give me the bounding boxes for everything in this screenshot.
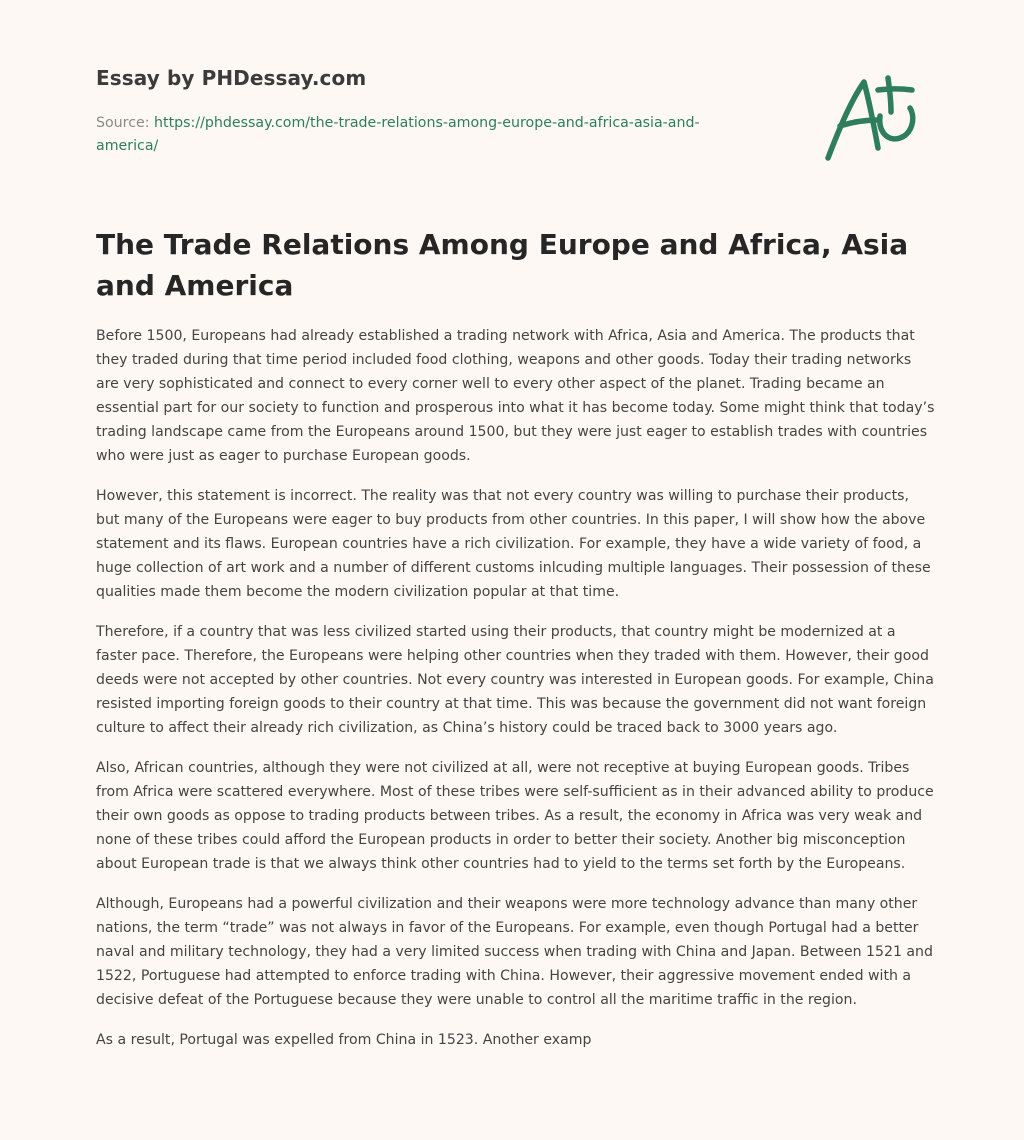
source-line xyxy=(96,112,756,158)
essay-body xyxy=(96,324,936,1068)
source-link[interactable]: https://phdessay.com/the-trade-relations-among-europe-and-africa-asia-and-america/ xyxy=(96,115,700,154)
essay-paragraph: As a result, Portugal was expelled from China in 1523. Another examp xyxy=(96,1032,592,1048)
essay-paragraph: However, this statement is incorrect. The reality was that not every country was willing to purchase their products, but many of the Europeans were eager to buy products from other countries. In this paper, I will show how the above statement and its flaws. European countries have a rich civilization. For example, they have a wide variety of food, a huge collection of art work and a number of different customs inlcuding multiple languages. Their possession of these qualities made them become the modern civilization popular at that time. xyxy=(96,488,931,600)
a-plus-grade-icon xyxy=(820,68,924,164)
essay-paragraph: Therefore, if a country that was less civilized started using their products, that country might be modernized at a faster pace. Therefore, the Europeans were helping other countries when they traded with them. However, their good deeds were not accepted by other countries. Not every country was interested in European goods. For example, China resisted importing foreign goods to their country at that time. This was because the government did not want foreign culture to affect their already rich civilization, as China’s history could be traced back to 3000 years ago. xyxy=(96,624,934,736)
essay-paragraph: Also, African countries, although they were not civilized at all, were not receptive at buying European goods. Tribes from Africa were scattered everywhere. Most of these tribes were self-sufficient as in their advanced ability to produce their own goods as oppose to trading products between tribes. As a result, the economy in Africa was very weak and none of these tribes could afford the European products in order to better their society. Another big misconception about European trade is that we always think other countries had to yield to the terms set forth by the Europeans. xyxy=(96,760,934,872)
site-brand: Essay by PHDessay.com xyxy=(96,66,367,90)
essay-paragraph: Before 1500, Europeans had already established a trading network with Africa, Asia and America. The products that they traded during that time period included food clothing, weapons and other goods. Today their trading networks are very sophisticated and connect to every corner well to every other aspect of the planet. Trading became an essential part for our society to function and prosperous into what it has become today. Some might think that today’s trading landscape came from the Europeans around 1500, but they were just eager to establish trades with countries who were just as eager to purchase European goods. xyxy=(96,328,935,464)
source-label: Source: xyxy=(96,115,150,131)
essay-paragraph: Although, Europeans had a powerful civilization and their weapons were more technology advance than many other nations, the term “trade” was not always in favor of the Europeans. For example, even though Portugal had a better naval and military technology, they had a very limited success when trading with China and Japan. Between 1521 and 1522, Portuguese had attempted to enforce trading with China. However, their aggressive movement ended with a decisive defeat of the Portuguese because they were unable to control all the maritime traffic in the region. xyxy=(96,896,933,1008)
essay-title: The Trade Relations Among Europe and Africa, Asia and America xyxy=(96,228,909,302)
